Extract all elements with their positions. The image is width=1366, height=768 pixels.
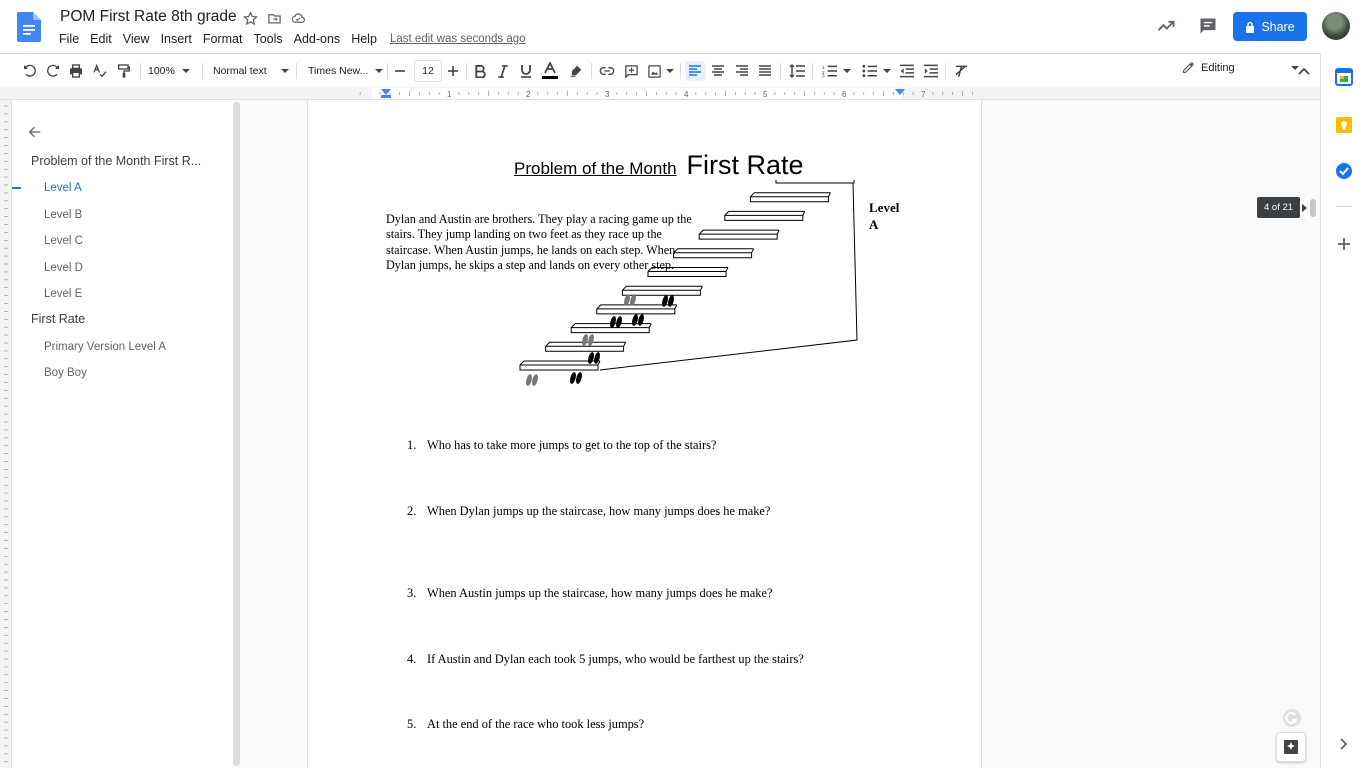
- print-icon[interactable]: [66, 61, 86, 81]
- add-comment-icon[interactable]: [622, 61, 640, 81]
- menu-file[interactable]: File: [59, 32, 80, 46]
- page-indicator: 4 of 21: [1257, 197, 1300, 218]
- question-5: 5. At the end of the race who took less jumps?: [407, 717, 645, 731]
- close-outline-arrow-icon[interactable]: [27, 124, 43, 140]
- menu-bar: [59, 32, 388, 46]
- outline-heading-problem[interactable]: Problem of the Month First R...: [31, 154, 202, 168]
- chevron-down-icon: [843, 69, 851, 73]
- keep-icon[interactable]: [1335, 116, 1353, 134]
- increase-font-size-button[interactable]: [446, 61, 460, 81]
- paragraph-style-select[interactable]: Normal text: [213, 61, 289, 81]
- side-panel: [1320, 53, 1366, 768]
- svg-text:5: 5: [763, 90, 768, 99]
- add-addon-icon[interactable]: [1335, 235, 1353, 253]
- menu-view[interactable]: View: [122, 32, 150, 46]
- chevron-down-icon: [375, 69, 383, 73]
- document-scrollbar[interactable]: [1310, 199, 1316, 217]
- move-folder-icon[interactable]: [266, 10, 282, 26]
- menu-addons[interactable]: Add-ons: [293, 32, 341, 46]
- activity-dashboard-icon[interactable]: [1156, 16, 1176, 36]
- svg-text:1: 1: [821, 65, 825, 71]
- menu-format[interactable]: Format: [202, 32, 243, 46]
- question-2: 2. When Dylan jumps up the staircase, how many jumps does he make?: [407, 504, 771, 518]
- level-label: Level A: [869, 200, 900, 232]
- question-1: 1. Who has to take more jumps to get to the top of the stairs?: [407, 438, 717, 452]
- menu-help[interactable]: Help: [351, 32, 377, 46]
- document-title[interactable]: POM First Rate 8th grade: [60, 8, 237, 25]
- app-header: [0, 0, 1366, 53]
- outline-heading-first-rate[interactable]: First Rate: [31, 312, 86, 326]
- star-icon[interactable]: [242, 10, 258, 26]
- justify-icon[interactable]: [756, 61, 774, 81]
- grammarly-icon[interactable]: [1282, 708, 1302, 728]
- increase-indent-icon[interactable]: [920, 61, 940, 81]
- spellcheck-icon[interactable]: [90, 61, 110, 81]
- cloud-saved-icon[interactable]: [290, 10, 306, 26]
- question-4: 4. If Austin and Dylan each took 5 jumps, who would be farthest up the stairs?: [407, 652, 804, 666]
- document-heading: [514, 150, 804, 181]
- last-edit-link[interactable]: Last edit was seconds ago: [390, 33, 526, 45]
- menu-insert[interactable]: Insert: [160, 32, 192, 46]
- svg-text:1: 1: [447, 90, 452, 99]
- heading-subtitle: Problem of the Month: [514, 159, 677, 178]
- svg-text:7: 7: [921, 90, 926, 99]
- lock-icon: [1245, 21, 1255, 33]
- align-center-icon[interactable]: [709, 61, 727, 81]
- share-label: Share: [1261, 19, 1295, 34]
- pencil-icon: [1182, 61, 1195, 74]
- vertical-ruler[interactable]: [0, 100, 12, 768]
- horizontal-ruler[interactable]: [0, 87, 1320, 100]
- text-color-icon[interactable]: [541, 61, 559, 81]
- chevron-down-icon: [883, 69, 891, 73]
- collapse-menus-icon[interactable]: [1295, 61, 1313, 81]
- outline-scrollbar[interactable]: [233, 102, 240, 766]
- outline-item-level-b[interactable]: Level B: [44, 209, 83, 221]
- svg-text:4: 4: [684, 90, 689, 99]
- svg-text:2: 2: [526, 90, 531, 99]
- svg-text:6: 6: [842, 90, 847, 99]
- decrease-font-size-button[interactable]: [392, 61, 408, 81]
- svg-text:3: 3: [605, 90, 610, 99]
- chevron-down-icon: [666, 69, 674, 73]
- underline-icon[interactable]: [518, 61, 534, 81]
- outline-item-level-d[interactable]: Level D: [44, 262, 83, 274]
- ruler-ticks: [0, 87, 1320, 100]
- outline-item-level-e[interactable]: Level E: [44, 288, 83, 300]
- bold-icon[interactable]: [472, 61, 488, 81]
- chevron-down-icon: [182, 69, 190, 73]
- question-3: 3. When Austin jumps up the staircase, how many jumps does he make?: [407, 586, 773, 600]
- insert-image-icon[interactable]: [645, 61, 675, 81]
- outline-item-boy-boy[interactable]: Boy Boy: [44, 367, 87, 379]
- explore-button[interactable]: [1276, 732, 1306, 762]
- highlight-color-icon[interactable]: [567, 61, 585, 81]
- editing-mode-select[interactable]: Editing: [1182, 61, 1299, 74]
- calendar-icon[interactable]: [1335, 68, 1353, 86]
- document-outline-panel: [12, 100, 234, 768]
- numbered-list-icon[interactable]: [819, 61, 853, 81]
- align-left-icon[interactable]: [685, 61, 705, 81]
- comments-icon[interactable]: [1198, 16, 1218, 36]
- share-button[interactable]: [1233, 12, 1307, 41]
- menu-tools[interactable]: Tools: [253, 32, 283, 46]
- paint-format-icon[interactable]: [114, 61, 134, 81]
- chevron-down-icon: [281, 69, 289, 73]
- redo-icon[interactable]: [43, 61, 63, 81]
- align-right-icon[interactable]: [733, 61, 751, 81]
- heading-main: First Rate: [686, 150, 804, 180]
- intro-paragraph: Dylan and Austin are brothers. They play a racing game up the stairs. They jump landing on two feet as they race up the staircase. When Austin jumps, he lands on each step. When Dylan jumps, he skips a step and lands on every other step.: [386, 212, 692, 273]
- menu-edit[interactable]: Edit: [90, 32, 112, 46]
- svg-text:3: 3: [821, 73, 825, 78]
- explore-icon: [1283, 739, 1299, 755]
- staircase-illustration: [515, 180, 865, 395]
- outline-active-marker: [12, 187, 21, 189]
- account-avatar[interactable]: [1322, 12, 1350, 40]
- line-spacing-icon[interactable]: [787, 61, 807, 81]
- decrease-indent-icon[interactable]: [896, 61, 916, 81]
- svg-text:2: 2: [821, 69, 825, 75]
- formatting-toolbar: [0, 53, 1320, 87]
- zoom-select[interactable]: 100%: [148, 61, 190, 81]
- font-size-input[interactable]: 12: [414, 60, 442, 82]
- docs-logo-icon[interactable]: [17, 12, 41, 42]
- italic-icon[interactable]: [495, 61, 511, 81]
- insert-link-icon[interactable]: [598, 61, 616, 81]
- outline-item-level-a[interactable]: Level A: [44, 182, 82, 194]
- clear-formatting-icon[interactable]: [951, 61, 971, 81]
- show-side-panel-icon[interactable]: [1336, 737, 1350, 751]
- undo-icon[interactable]: [20, 61, 40, 81]
- outline-item-primary-version[interactable]: Primary Version Level A: [44, 341, 167, 353]
- outline-item-level-c[interactable]: Level C: [44, 235, 83, 247]
- tasks-icon[interactable]: [1335, 162, 1353, 180]
- bulleted-list-icon[interactable]: [859, 61, 893, 81]
- font-family-select[interactable]: Times New...: [308, 61, 383, 81]
